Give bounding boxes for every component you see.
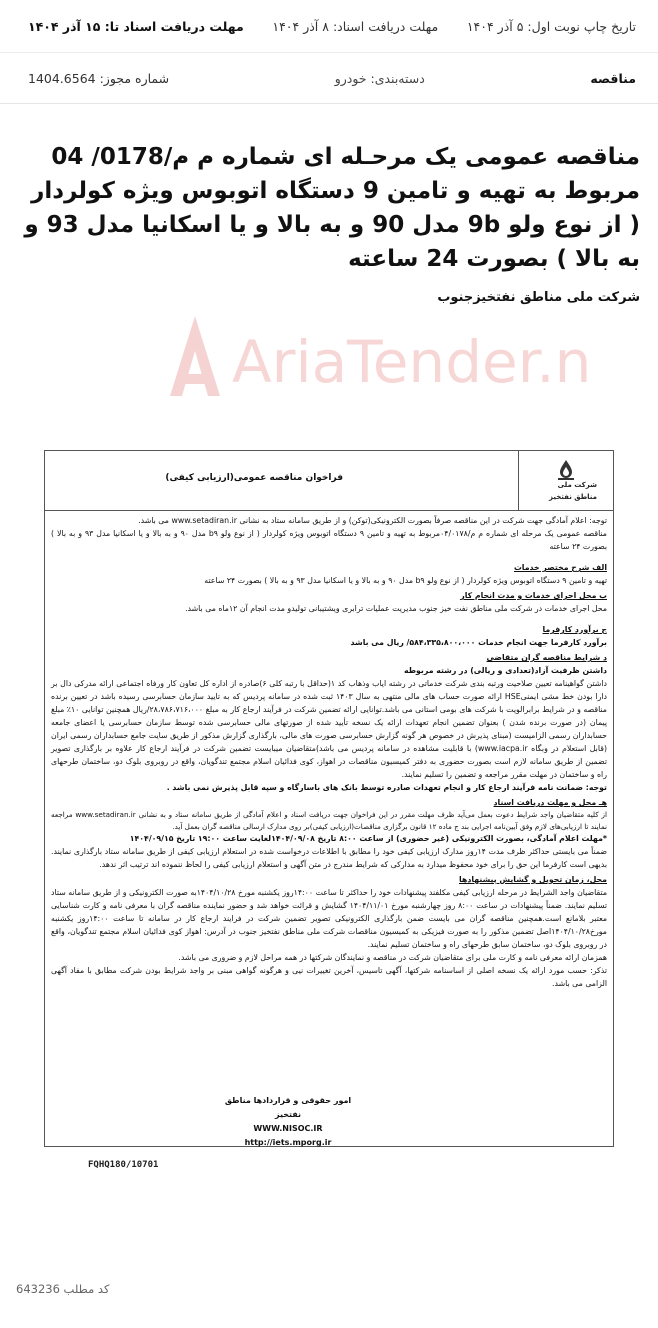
signature-dept: امور حقوقی و قراردادها مناطق نفتخیز — [224, 1096, 352, 1119]
notice-signature — [213, 1094, 363, 1150]
tender-info-header — [0, 0, 658, 104]
print-date: تاریخ چاپ نوبت اول: ۵ آذر ۱۴۰۴ — [466, 18, 636, 34]
doc-receive-deadline-until: مهلت دریافت اسناد تا: ۱۵ آذر ۱۴۰۴ — [28, 18, 244, 34]
notice-paragraph: از کلیه متقاضیان واجد شرایط دعوت بعمل می‌آید ظرف مهلت مقرر در این فراخوان جهت دریافت اسناد و اعلام آمادگی از طریق سامانه ستاد و به نشانی www.setadiran.ir مراجعه نمایند تا ارزیابی‌های لازم وفق آیین‌نامه اجرایی بند ج ماده ۱۲ قانون برگزاری مناقصات(ارزیابی کیفی)بر روی مدارک ارسالی مناقصه گران بعمل آید. — [51, 810, 607, 831]
section-heading-c: ج برآورد کارفرما — [542, 625, 607, 634]
doc-receive-deadline: مهلت دریافت اسناد: ۸ آذر ۱۴۰۴ — [272, 18, 439, 34]
notice-paragraph: تهیه و تامین ۹ دستگاه اتوبوس ویژه کولردار ( از نوع ولو b۹ مدل ۹۰ و به بالا و یا اسکانیا مدل ۹۳ و به بالا ) بصورت ۲۴ ساعته — [204, 576, 607, 585]
logo-text-line2: مناطق نفتخیز — [549, 493, 597, 501]
watermark-text: AriaTender.n — [232, 328, 592, 396]
notice-paragraph: ضمناً می بایستی حداکثر ظرف مدت ۱۴روز مدارک ارزیابی کیفی خود را مطابق با اطلاعات درخواست شده در استعلام ارزیابی کیفی از طریق سامانه ستاد بارگذاری نمایند. بدیهی است کارفرما این حق را برای خود محفوظ میدارد به مدارکی که شرایط مندرج در متن آگهی و استعلام ارزیابی کیفی را لحاظ ننموده اند ترتیب اثر ندهد. — [51, 847, 607, 869]
notice-paragraph: داشتن ظرفیت آزاد(تعدادی و ریالی) در رشته مربوطه — [403, 666, 607, 675]
notice-body — [51, 514, 607, 990]
signature-websites: WWW.NISOC.IR http://iets.mporg.ir — [244, 1124, 332, 1147]
notice-paragraph: همزمان ارائه معرفی نامه و کارت ملی برای متقاضیان شرکت در مناقصه و نمایندگان شرکتها در همه مراحل لازم و ضروری می باشد. — [178, 953, 607, 962]
section-heading-h: هـ محل و مهلت دریافت اسناد — [493, 798, 607, 807]
section-heading-d: د شرایط مناقصه گران متقاضی — [486, 653, 607, 662]
article-code: کد مطلب 643236 — [16, 1282, 110, 1296]
organization-name[interactable]: شرکت ملی مناطق نفتخیزجنوب — [437, 290, 640, 305]
notice-paragraph: داشتن گواهینامه تعیین صلاحیت ورتبه بندی شرکت خدماتی در رشته ایاب وذهاب کد ۱(حداقل با رتبه کلی ۶)صادره از اداره کل تعاون کار ورفاه اجتماعی ارائه مدرکی دال بر دارا بودن خط مشی ایمنیHSE ارائه صورت حساب های مالی منتهی به سال ۱۴۰۳ ثبت شده در سامانه پردیس که به تایید سازمان حسابرسی رسیده باشد در تعیین برنده مناقصه و در شرایط برابرالویت با شرکت های بومی استانی می باشد.توانایی ارائه تضمین شرکت در فرآیند ارجاع کار به مبلغ ۲۸،۷۸۶،۷۱۶،۰۰۰/ریال همچنین توانایی ۱۰٪ مبلغ پیمان (در صورت برنده شدن ) بعنوان تضمین انجام تعهدات ارائه یک نسخه تأیید شده از صورتهای مالی حسابرسی شده توسط سازمان حسابرسی یا اعضای جامعه حسابداران رسمی الزامیست (مبنای پذیرش در خصوص هر گونه گزارش حسابرسی صورت های مالی، بارگذاری گزارش مذکور از طریق سایت جامع حسابداران رسمی ایران (قابل استعلام در وبگاه www.iacpa.ir) با قابلیت مشاهده در سامانه پردیس می باشد)متقاضیان میبایست تضمین شرکت در فرآیند ارجاع کار علاوه بر بارگذاری تصویر تضمین از طریق سامانه لازم است بصورت حضوری به دفتر کمیسیون مناقصات در اهواز، کوی فدائیان اسلام مجتمع تندگویان، واقع در روبروی بلوک دو، ساختمان طرحهای راه و ساختمان در مهلت مقرر مراجعه و تضمین را تسلیم نمایند. — [51, 679, 607, 779]
nisoc-logo-icon — [555, 459, 577, 481]
notice-paragraph: توجه: اعلام آمادگی جهت شرکت در این مناقصه صرفاً بصورت الکترونیکی(توکن) و از طریق سامانه ستاد به نشانی www.setadiran.ir می باشد. — [138, 516, 607, 525]
notice-header — [45, 451, 613, 511]
notice-paragraph: مناقصه عمومی یک مرحله ای شماره م م/۰۴/۰۱۷۸مربوط به تهیه و تامین ۹ دستگاه اتوبوس ویژه کولردار ( از نوع ولو b۹ مدل ۹۰ و به بالا و یا اسکانیا مدل ۹۳ و به بالا ) بصورت ۲۴ ساعته — [51, 529, 607, 551]
header-row-meta — [0, 52, 658, 104]
section-heading-z: محل، زمان تحویل و گشایش پیشنهادها — [459, 875, 607, 884]
fqhq-code: FQHQ180/10701 — [88, 1160, 159, 1170]
tender-title: مناقصه عمومی یک مرحـله ای شماره م م/0178/ 04 مربوط به تهیه و تامین 9 دستگاه اتوبوس ویژه کولردار ( از نوع ولو 9b مدل 90 و به بالا و یا اسکانیا مدل 93 و به بالا ) بصورت 24 ساعته — [24, 144, 640, 272]
notice-paragraph: تذکر: حسب مورد ارائه یک نسخه اصلی از اساسنامه شرکتها، آگهی تاسیس، آخرین تغییرات نیی و هرگونه گواهی مبنی بر واجد شرایط بودن شرکت مطابق با مفاد آگهی الزامی می باشد. — [51, 966, 607, 988]
section-heading-a: الف شرح مختصر خدمات — [513, 563, 607, 572]
ariatender-watermark — [150, 296, 658, 406]
nisoc-logo-cell — [518, 451, 613, 511]
tender-category[interactable]: دسته‌بندی: خودرو — [334, 71, 425, 86]
header-row-dates — [0, 0, 658, 52]
notice-title: فراخوان مناقصه عمومی(ارزیابی کیفی) — [165, 473, 343, 483]
notice-paragraph: *مهلت اعلام آمادگی، بصورت الکترونیکی (غیر حضوری) از ساعت ۸:۰۰ تاریخ ۱۴۰۴/۰۹/۰۸لغایت ساعت ۱۹:۰۰ تاریخ ۱۴۰۴/۰۹/۱۵ — [129, 834, 607, 843]
tender-type: مناقصه — [590, 71, 636, 86]
notice-paragraph: برآورد کارفرما جهت انجام خدمات ۵۸۴،۳۳۵،۸۰۰،۰۰۰/ ریال می باشد — [350, 638, 607, 647]
license-number: شماره مجوز: 1404.6564 — [28, 71, 170, 86]
notice-paragraph: متقاضیان واجد الشرایط در مرحله ارزیابی کیفی مکلفند پیشنهادات خود را حداکثر تا ساعت ۱۴:۰۰روز یکشنبه مورخ ۱۴۰۴/۱۰/۲۸به صورت الکترونیکی و از طریق سامانه ستاد تسلیم نمایند. ضمناً پیشنهادات در ساعت ۸:۰۰ روز چهارشنبه مورخ ۱۴۰۴/۱۱/۰۱ گشایش و قرائت خواهد شد و حضور نماینده مناقصه گران با معرفی نامه و کارت شناسایی معتبر بلامانع است.همچنین مناقصه گران می بایست ضمن بارگذاری الکترونیکی تصویر تضمین شرکت در فرایند ارجاع کار در سامانه تا ساعت ۱۴:۰۰روز یکشنبه مورخ۱۴۰۴/۱۰/۲۸اصل تضمین مذکور را به صورت فیزیکی به کمیسیون مناقصات شرکت ملی مناطق نفتخیز جنوب در آدرس: اهواز کوی فدائیان اسلام مجتمع تندگویان، واقع در روبروی بلوک دو، ساختمان سابق طرحهای راه و ساختمان تسلیم نمایند. — [51, 888, 608, 949]
section-heading-b: ب محل اجرای خدمات و مدت انجام کار — [460, 591, 607, 600]
notice-paragraph: محل اجرای خدمات در شرکت ملی مناطق نفت خیز جنوب مدیریت عملیات ترابری ویشتیبانی تولیدو مدت انجام آن ۱۲ماه می باشد. — [185, 604, 607, 613]
watermark-logo-icon — [150, 296, 658, 406]
tender-notice-document — [44, 450, 614, 1147]
logo-text-line1: شرکت ملی — [557, 481, 597, 489]
notice-paragraph: توجه: ضمانت نامه فرآیند ارجاع کار و انجام تعهدات صادره توسط بانک های باسارگاه و سپه قابل پذیرش نمی باشد . — [166, 783, 607, 792]
